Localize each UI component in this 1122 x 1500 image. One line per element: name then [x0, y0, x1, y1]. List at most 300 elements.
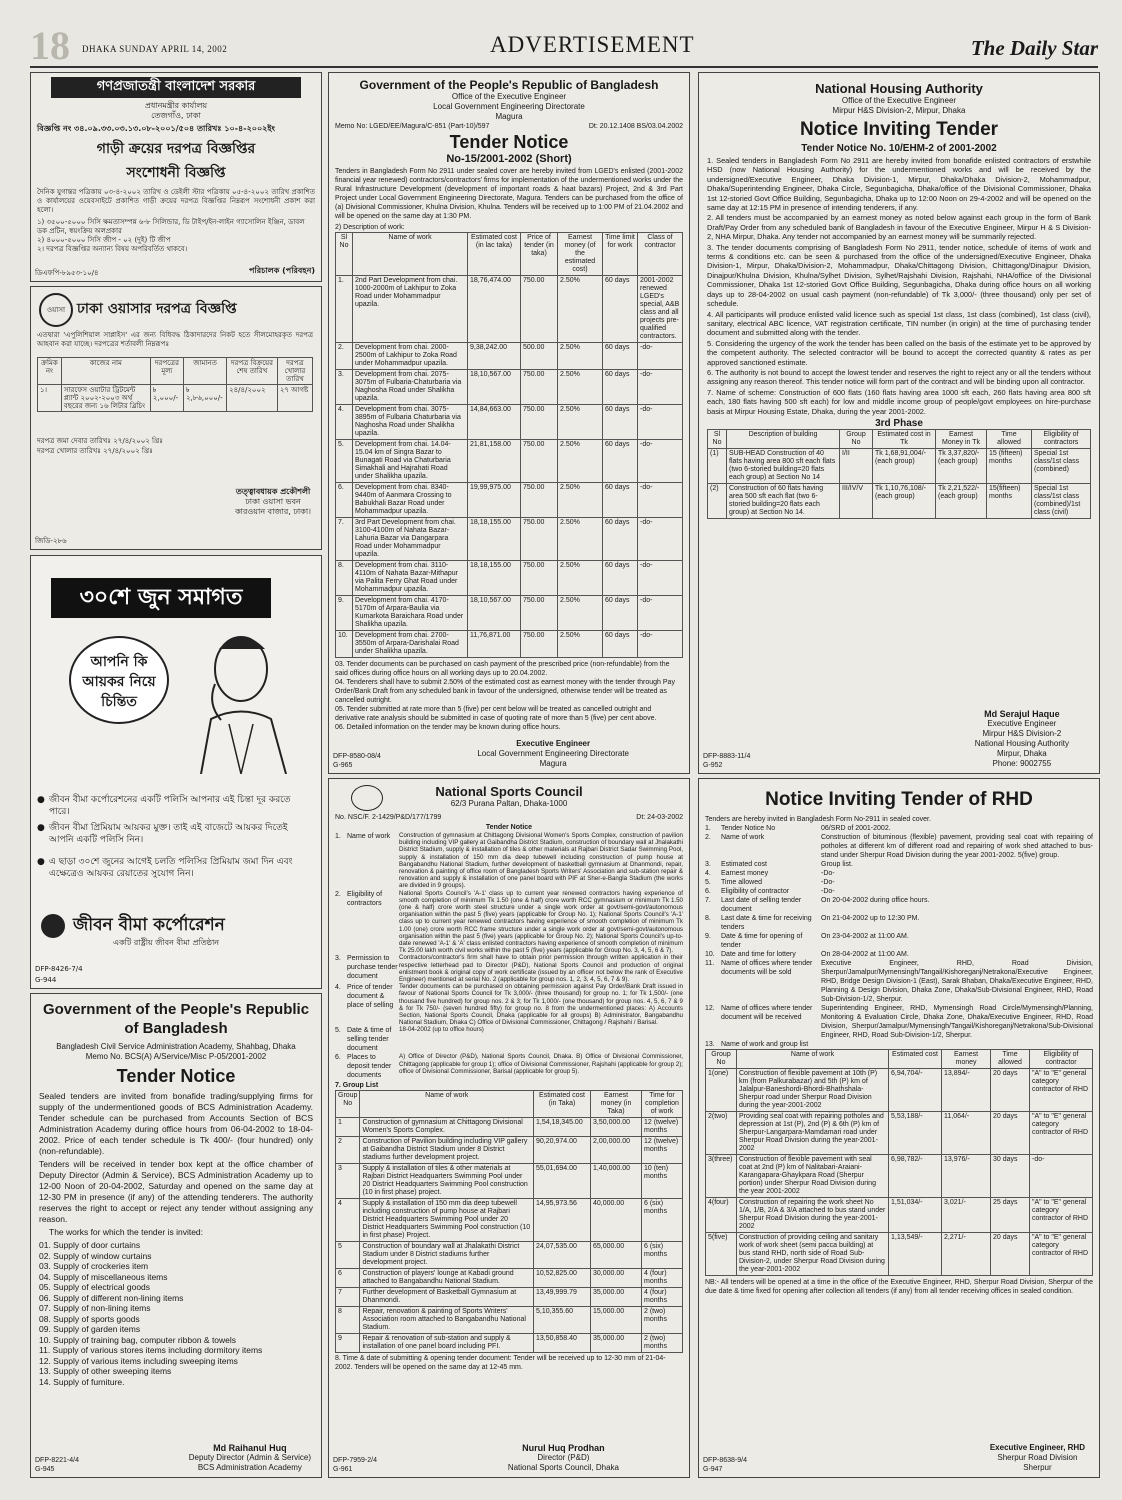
- signer-org: BCS Administration Academy: [197, 1463, 302, 1472]
- memo-line: বিজ্ঞপ্তি নং ৩৪.০৯.৩৩.০৩.১৩.০৮-২০০১/৫০৪ তারিখঃ ১০-৪-২০০২ইং: [37, 124, 275, 133]
- signer-title: Deputy Director (Admin & Service): [188, 1453, 311, 1462]
- list-item: 05. Supply of electrical goods: [39, 1282, 151, 1292]
- table-row: [706, 1198, 1093, 1233]
- table-cell: 5: [336, 1242, 360, 1269]
- nsc-items: [335, 832, 683, 1080]
- table-cell: 30 days: [991, 1155, 1030, 1198]
- field-row: [705, 896, 1093, 914]
- g-code: G-952: [703, 762, 723, 769]
- table-cell: 4(four): [706, 1198, 737, 1233]
- table-cell: Construction of boundary wall at Jhalakathi District Stadium under 8 District stadiums further development project.: [360, 1242, 534, 1269]
- table-header: Earnest money (in Taka): [591, 1091, 642, 1118]
- field-number: 9.: [705, 933, 711, 940]
- field-label: Name of offices where tender documents will be sold: [721, 960, 813, 976]
- table-cell: Development from chai. 3075-3895m of Fulbaria Chaturbaria via Naghosha Road under Shalikha upazila.: [353, 405, 468, 440]
- field-row: [705, 833, 1093, 860]
- ad-heading: Government of the People's Republic of Bangladesh: [359, 78, 659, 92]
- org-line: Office of the Executive Engineer: [841, 96, 957, 105]
- phase-label: 3rd Phase: [875, 417, 923, 429]
- table-cell: 12 (twelve) months: [642, 1137, 683, 1164]
- works-label: The works for which the tender is invited:: [49, 1227, 204, 1237]
- note-item: 04. Tenderers shall have to submit 2.50% of the estimated cost as earnest money with the tender through Pay Order/Bank Draft from any scheduled bank in favour of the undersigned, otherwise tender will be treated as cancelled outright.: [335, 679, 675, 704]
- list-item: [335, 954, 683, 983]
- table-row: [336, 1137, 683, 1164]
- table-header: Earnest money (of the estimated cost): [558, 233, 603, 276]
- table-cell: 2.50%: [558, 483, 603, 518]
- field-label: Tender Notice No: [721, 825, 776, 832]
- ad-jiban-bima: [30, 555, 322, 989]
- g-code: G-965: [333, 762, 353, 769]
- rhd-group-table: [705, 1049, 1093, 1276]
- table-cell: 2.50%: [558, 518, 603, 561]
- note-item: 05. Tender submitted at rate more than 5 (five) per cent below will be treated as cancelled outright and derivative rate analysis should be submitted in case of quoting rate of more than 5 (five) per cent above.: [335, 706, 657, 722]
- field-number: 10.: [705, 951, 715, 958]
- ad-national-housing-authority: [698, 72, 1100, 774]
- signer-org: Sherpur Road Division: [997, 1453, 1078, 1462]
- field-label: Last date of selling tender document: [721, 897, 802, 913]
- field-row: [705, 914, 1093, 932]
- tender-heading: Tender Notice: [116, 1066, 236, 1086]
- table-cell: 18,18,155.00: [468, 518, 521, 561]
- table-cell: ৳ ২,০০০/-: [150, 385, 183, 412]
- signer-title: Executive Engineer, RHD: [989, 1443, 1085, 1452]
- ad-body: Tenders in Bangladesh Form No 2911 under sealed cover are hereby invited from LGED's enlisted (2001-2002 financial year renewed) contractors/contractors' firms for implementation of the undermentioned works under the Rural Infrastructure Development (development of important roads & haat bazars) Project, 2nd & 3rd Part Project under Local Government Engineering Directorate, Magura. Tenders can be purchased from the office of (a) Divisional Commissioner, Khulna Division, Khulna. Tenders will be received up to 1:00 PM of 21.04.2002 and will be opened on the same day at 1:30 PM.: [335, 168, 683, 220]
- table-header: Name of work: [737, 1050, 889, 1069]
- table-cell: 1.: [336, 276, 353, 343]
- table-cell: 25 days: [991, 1198, 1030, 1233]
- table-cell: 13,894/-: [942, 1069, 991, 1112]
- ad-title-bar: গণপ্রজাতন্ত্রী বাংলাদেশ সরকার: [51, 77, 301, 98]
- table-cell: 1,40,000.00: [591, 1164, 642, 1199]
- signer: পরিচালক (পরিবহন): [249, 266, 315, 275]
- table-cell: Further development of Basketball Gymnasium at Dhanmondi.: [360, 1288, 534, 1307]
- speech-bubble: আপনি কি আয়কর নিয়ে চিন্তিত: [69, 636, 169, 724]
- signer-org: Mirpur H&S Division-2: [982, 729, 1062, 738]
- field-label: Date and time for lottery: [721, 951, 796, 958]
- table-cell: I/II: [840, 448, 873, 483]
- table-header: Estimated cost (in lac taka): [468, 233, 521, 276]
- g-code: G-961: [333, 1466, 353, 1473]
- table-cell: Construction of Pavilion building including VIP gallery at Gaibandha District Stadium under 8 District stadiums further development project.: [360, 1137, 534, 1164]
- field-number: 7.: [705, 897, 711, 904]
- note-item: 03. Tender documents can be purchased on cash payment of the prescribed price (non-refundable) from the said offices during office hours on all working days up to 20.04.2002.: [335, 661, 670, 677]
- table-cell: 2.50%: [558, 440, 603, 483]
- table-cell: 60 days: [603, 561, 638, 596]
- table-cell: 60 days: [603, 483, 638, 518]
- item-value: Tender documents can be purchased on obtaining permission against Pay Order/Bank Draft issued in favour of National Sports Council for Tk 3,000/- (three thousand) for group no. 1; for Tk 1,500/- (one thousand five hundred) for group nos. 2 & 3; for Tk 1,000/- (one thousand) for group nos. 4, 5, 6, 7 & 9 & for Tk 750/- (seven hundred fifty) for group no. 8 from the undermentioned places: A) Accounts Section, National Sports Council, Dhaka (applicable for all groups) B) Administrator, Bangabandhu National Stadium, Dhaka C) Office of Divisional Commissioner, Chittagong / Rajshahi / Barisal.: [399, 983, 683, 1027]
- table-cell: 13,976/-: [942, 1155, 991, 1198]
- ad-body: Sealed tenders are invited from bonafide trading/supplying firms for supply of the undermentioned goods of BCS Administration Academy. Tender schedule can be purchased from Accounts Section of BCS Administration Academy during office hours from 06-04-2002 to 18-04-2002. Price of each tender schedule is Tk 400/- (four hundred) only (non-refundable).: [39, 1091, 313, 1156]
- table-cell: SUB-HEAD Construction of 40 flats having area 800 sft each flats (two 6-storied building=20 flats each group) at Section No 14: [727, 448, 840, 483]
- table-row: [336, 343, 683, 370]
- table-cell: 2.50%: [558, 596, 603, 631]
- memo-line: Memo No. BCS(A) A/Service/Misc P-05/2001-2002: [85, 1052, 267, 1061]
- page-header: [30, 22, 1098, 68]
- memo-date: Dt: 20.12.1408 BS/03.04.2002: [588, 123, 683, 130]
- tender-heading: Tender Notice: [449, 132, 569, 152]
- table-cell: -do-: [638, 483, 683, 518]
- table-header: Description of building: [727, 429, 840, 448]
- field-row: [705, 869, 1093, 878]
- table-cell: 7.: [336, 518, 353, 561]
- list-item: 09. Supply of garden items: [39, 1324, 141, 1334]
- table-header: Sl No: [708, 429, 727, 448]
- table-header: Estimated cost (in Taka): [534, 1091, 591, 1118]
- table-row: [336, 276, 683, 343]
- table-cell: 2.: [336, 343, 353, 370]
- field-value: [821, 1040, 1093, 1049]
- field-value: On 28-04-2002 at 11:00 AM.: [821, 951, 909, 958]
- item-value: Contractors/contractor's firm shall have to obtain prior permission through written application in their respective letterhead pad to Director (P&D), National Sports Council and production of original enlistment book & original copy of work certificate (issued by an officer not below the rank of Executive Engineer) mentioned at serial No. 2 (applicable for group nos. 1, 2, 3, 4, 5, 6, 7 & 9).: [399, 954, 683, 984]
- table-header: জামানত: [184, 358, 227, 385]
- table-cell: 11,064/-: [942, 1112, 991, 1155]
- table-cell: 35,000.00: [591, 1334, 642, 1353]
- table-cell: 90,20,974.00: [534, 1137, 591, 1164]
- dfp-code: জিডি-২৮৬: [35, 537, 67, 545]
- table-cell: Construction of flexible pavement with seal coat at 2nd (P) km of Nalitabari-Araiani-Karangapara-Ghaykpara Road (Sherpur portion) under Sherpur Road Division during the year 2001-2002: [737, 1155, 889, 1198]
- field-row: [705, 959, 1093, 1004]
- field-label: Name of offices where tender document will be received: [721, 1005, 813, 1021]
- table-cell: 2.50%: [558, 561, 603, 596]
- field-value: 06/SRD of 2001-2002.: [821, 825, 891, 832]
- works-list: [39, 1240, 313, 1387]
- table-cell: Supply & installation of 150 mm dia deep tubewell including construction of pump house at Rajbari District Headquarters Swimming Pool under 20 District Headquarters Swimming Pool construction (10 in first phase) Project.: [360, 1199, 534, 1242]
- field-number: 1.: [705, 825, 711, 832]
- table-header: Earnest Money in Tk: [936, 429, 987, 448]
- paragraph: 2. All tenders must be accompanied by an earnest money as noted below against each group in the form of Bank Draft/Pay Order from any scheduled bank of Bangladesh in favour of the Executive Engineer, Mirpur H & S Division-2, NHA Mirpur, Dhaka. Any tender not accompanied by an earnest money will be summarily rejected.: [707, 213, 1091, 242]
- list-item: 07. Supply of non-lining items: [39, 1303, 151, 1313]
- table-header: দরপত্র বিক্রয়ের শেষ তারিখ: [227, 358, 278, 385]
- table-cell: 2.50%: [558, 276, 603, 343]
- table-cell: 5,10,355.60: [534, 1307, 591, 1334]
- org-line: Bangladesh Civil Service Administration Academy, Shahbag, Dhaka: [56, 1042, 296, 1051]
- field-value: Construction of bituminous (flexible) pavement, providing seal coat with repairing of potholes at different km of different road and repairing of work shed attached to bus-stand under Sherpur Road Division during the year 2001-2002. 5(five) group.: [821, 834, 1093, 859]
- table-cell: 2(two): [706, 1112, 737, 1155]
- ad-note: দরপত্র খোলার তারিখঃ ২৭/৪/২০০২ খ্রিঃ: [37, 447, 153, 455]
- table-cell: 11,76,871.00: [468, 631, 521, 658]
- table-cell: 3: [336, 1164, 360, 1199]
- field-row: [705, 932, 1093, 950]
- field-value: Executive Engineer, RHD, Road Division, Sherpur/Jamalpur/Mymensingh/Tangail/Kishoreganj/Netrakona/Executive Engineer, RHD, Bridge Design Division-1 (East), Sarak Bhaban, Dhaka/Executive Engineer, RHD, Planning & Design Division, Dhaka Zone, Dhaka/Sub-Divisional Engineer, RHD, Road Sub-Division-1/2, Sherpur.: [821, 960, 1093, 1003]
- table-cell: 750.00: [521, 440, 558, 483]
- table-cell: 15,000.00: [591, 1307, 642, 1334]
- dfp-code: DFP-8638-9/4: [703, 1457, 747, 1464]
- nb-note: NB:- All tenders will be opened at a time in the office of the Executive Engineer, RHD, Sherpur Road Division, Sherpur of the due date & time fixed for opening after collection all tenders (if any) from all tender receiving offices in sealed condition.: [705, 1279, 1093, 1295]
- rhd-fields: [705, 824, 1093, 1049]
- ad-heading: গাড়ী ক্রয়ের দরপত্র বিজ্ঞপ্তির: [96, 141, 256, 157]
- item-number: 3.: [335, 955, 341, 963]
- table-cell: 2 (two) months: [642, 1307, 683, 1334]
- field-label: Eligibility of contractor: [721, 888, 790, 895]
- table-cell: 3rd Part Development from chai. 3100-4100m of Nahata Bazar-Lahuria Bazar via Dangarpara Road under Mohammadpur upazila.: [353, 518, 468, 561]
- dfp-code: DFP-8426-7/4: [35, 965, 83, 973]
- ad-bcs-academy: [30, 993, 322, 1478]
- table-cell: 750.00: [521, 405, 558, 440]
- field-number: 6.: [705, 888, 711, 895]
- table-cell: 60 days: [603, 596, 638, 631]
- table-cell: Supply & installation of tiles & other materials at Rajbari District Headquarters Swimming Pool under 20 District Headquarters Swimming Pool construction (10 in first phase) project.: [360, 1164, 534, 1199]
- table-cell: -do-: [638, 518, 683, 561]
- table-cell: -do-: [638, 405, 683, 440]
- ad-subheading: সংশোধনী বিজ্ঞপ্তি: [126, 165, 226, 181]
- table-cell: 6,94,704/-: [889, 1069, 942, 1112]
- table-row: [336, 1269, 683, 1288]
- memo-date: Dt: 24-03-2002: [636, 814, 683, 821]
- table-cell: 13,49,999.79: [534, 1288, 591, 1307]
- table-cell: 60 days: [603, 405, 638, 440]
- masthead: The Daily Star: [970, 36, 1098, 60]
- field-value: -Do-: [821, 879, 835, 886]
- table-cell: 3(three): [706, 1155, 737, 1198]
- table-header: কাজের নাম: [61, 358, 150, 385]
- table-cell: 2: [336, 1137, 360, 1164]
- ad-note: দরপত্র জমা দেবার তারিখঃ ২৭/৪/২০০২ খ্রিঃ: [37, 437, 163, 445]
- table-row: [336, 1118, 683, 1137]
- nha-paragraphs: [707, 156, 1091, 416]
- table-row: [336, 631, 683, 658]
- table-cell: 3,021/-: [942, 1198, 991, 1233]
- table-cell: 10 (ten) months: [642, 1164, 683, 1199]
- table-header: Time allowed: [991, 1050, 1030, 1069]
- table-cell: 750.00: [521, 561, 558, 596]
- field-number: 2.: [705, 834, 711, 841]
- field-number: 11.: [705, 960, 715, 967]
- note-item: 06. Detailed information on the tender may be known during office hours.: [335, 724, 561, 731]
- table-cell: Construction of 60 flats having area 500 sft each flat (two 6-storied building=20 flats each group) at Section No 14.: [727, 483, 840, 518]
- table-cell: 2001-2002 renewed LGED's special, A&B class and all projects pre-qualified contractors.: [638, 276, 683, 343]
- table-header: Estimated cost in Tk: [873, 429, 936, 448]
- table-cell: Construction of flexible pavement at 10th (P) km (from Palkurabazar) and 5th (P) km of Jalalpur-Baneshordi-Bhordi-Bhathshala-Sherpur road under Sherpur Road Division during the year-2001-2002: [737, 1069, 889, 1112]
- table-header: Price of tender (in taka): [521, 233, 558, 276]
- table-cell: 1,54,18,345.00: [534, 1118, 591, 1137]
- table-header: Name of work: [360, 1091, 534, 1118]
- table-cell: 6: [336, 1269, 360, 1288]
- item-value: Construction of gymnasium at Chittagong Divisional Women's Sports Complex, construction of pavilion building including VIP gallery at Gaibandha District Stadium, construction of boundary wall at Jhalakathi District Stadium, supply & installation of tiles & other materials at Rajbari District Sadar Swimming Pool, supply & installation of 150 mm dia deep tubewell including construction of pump house at Bangabandhu National Stadium, further development of basketball gymnasium at Dhanmondi, repair, renovation & painting of office room of Bangladesh Sports Writers' Association and sub-station repair & renovation and supply & installation of one panel board with PIF at Sher-e-Bangla Stadium (the works are divided in 9 groups).: [399, 832, 683, 890]
- table-cell: 6 (six) months: [642, 1199, 683, 1242]
- notes-list: [335, 660, 683, 732]
- table-cell: 60 days: [603, 518, 638, 561]
- field-row: [705, 1004, 1093, 1040]
- table-row: [706, 1069, 1093, 1112]
- table-row: [708, 483, 1091, 518]
- table-cell: 1: [336, 1118, 360, 1137]
- list-item: [335, 890, 683, 955]
- field-label: Name of work: [721, 834, 765, 841]
- ad-body: এতদ্বারা 'এপুলিশিয়াল সাপ্লাইস' এর জন্য বিধিবদ্ধ ঠিকাদারদের নিকট হতে সীলমোহরকৃত দরপত্র আহবান করা যাচ্ছে। দরপত্রের শর্তাবলী নিম্নরূপঃ: [37, 331, 313, 348]
- table-cell: 1,13,549/-: [889, 1233, 942, 1276]
- table-cell: 4 (four) months: [642, 1269, 683, 1288]
- buildings-table: [707, 429, 1091, 519]
- table-cell: 4.: [336, 405, 353, 440]
- signer-place: Sherpur: [1023, 1463, 1052, 1472]
- field-label: Time allowed: [721, 879, 762, 886]
- table-cell: -do-: [638, 343, 683, 370]
- table-header: Name of work: [353, 233, 468, 276]
- table-cell: 2,00,000.00: [591, 1137, 642, 1164]
- table-row: [706, 1112, 1093, 1155]
- table-row: [336, 1199, 683, 1242]
- paragraph: 4. All participants will produce enlisted valid licence such as special 1st class, 1st class (combined), 1st class (civil), sanitary, electrical ABC licence, VAT registration certificate, TIN number (in origin) at the time of purchasing tender document and submitted along with the tender.: [707, 309, 1091, 338]
- ad-banner: ৩০শে জুন সমাগত: [51, 578, 271, 618]
- tender-heading: Tender Notice: [485, 824, 533, 831]
- dateline: DHAKA SUNDAY APRIL 14, 2002: [82, 44, 228, 54]
- field-number: 8.: [705, 915, 711, 922]
- table-cell: Development from chai. 14.04-15.04 km of Singra Bazar to Bunagati Road via Chaturbaria Simakhali and Hajrahati Road under Shalikha upazila.: [353, 440, 468, 483]
- item-8: 8. Time & date of submitting & opening tender document: Tender will be received up to 12-30 mm of 21-04-2002. Tenders will be opened on the same day at 12-45 mm.: [335, 1355, 666, 1372]
- field-label: Date & time for opening of tender: [721, 933, 803, 949]
- section-title: ADVERTISEMENT: [490, 32, 695, 57]
- ad-heading: National Sports Council: [435, 784, 583, 799]
- group-label: 7. Group List: [335, 1082, 379, 1090]
- table-row: [336, 518, 683, 561]
- table-cell: Construction of players' lounge at Kabadi ground attached to Bangabandhu National Stadium.: [360, 1269, 534, 1288]
- tender-heading: Notice Inviting Tender of RHD: [765, 789, 1033, 810]
- paragraph: 6. The authority is not bound to accept the lowest tender and reserves the right to reject any or all the tenders without assigning any reason thereof. This tender notice will form part of the contract and will be binding upon all contractor.: [707, 367, 1091, 387]
- table-cell: (2): [708, 483, 727, 518]
- item-number: 1.: [335, 833, 341, 840]
- ad-line: তেজগাঁও, ঢাকা: [151, 111, 201, 120]
- wasa-logo: ওয়াসা: [39, 293, 73, 327]
- ad-heading: ঢাকা ওয়াসার দরপত্র বিজ্ঞপ্তি: [77, 301, 237, 317]
- table-row: [706, 1155, 1093, 1198]
- table-cell: 30,000.00: [591, 1269, 642, 1288]
- table-cell: 1,51,034/-: [889, 1198, 942, 1233]
- table-cell: 20 days: [991, 1112, 1030, 1155]
- org-line: Office of the Executive Engineer: [451, 92, 567, 101]
- jbc-logo-icon: [41, 914, 65, 938]
- field-number: 5.: [705, 879, 711, 886]
- table-header: Sl No: [336, 233, 353, 276]
- table-row: [336, 1288, 683, 1307]
- table-cell: 20 days: [991, 1233, 1030, 1276]
- table-header: Group No: [336, 1091, 360, 1118]
- field-value: On 23-04-2002 at 11:00 AM.: [821, 933, 909, 940]
- paragraph: 5. Considering the urgency of the work the tender has been called on the basis of the estimate yet to be approved by the competent authority. The selected contractor will be bound to accept the corrected quantity & rates as per approved sanctioned estimate.: [707, 338, 1091, 367]
- table-cell: 19,99,975.00: [468, 483, 521, 518]
- table-cell: (1): [708, 448, 727, 483]
- table-cell: 60 days: [603, 276, 638, 343]
- ad-rhd-sherpur: [698, 778, 1100, 1478]
- table-cell: 15(fifteen) months: [987, 483, 1032, 518]
- table-cell: 13,50,858.40: [534, 1334, 591, 1353]
- item-label: Eligibility of contractors: [347, 890, 383, 907]
- table-cell: Tk 1,68,91,004/- (each group): [873, 448, 936, 483]
- signer-title: Director (P&D): [537, 1453, 590, 1462]
- table-cell: 5(five): [706, 1233, 737, 1276]
- table-cell: Development from chai. 2075-3075m of Fulbaria-Chaturbaria via Naghosha Road under Shalikha upazila.: [353, 370, 468, 405]
- table-row: [336, 561, 683, 596]
- table-cell: Development from chai. 3110-4110m of Nahata Bazar-Mithapur via Palita Ferry Ghat Road under Mohammadpur upazila.: [353, 561, 468, 596]
- list-item: [335, 1026, 683, 1053]
- table-cell: "A" to "E" general category contractor of RHD: [1030, 1233, 1093, 1276]
- table-cell: Special 1st class/1st class (combined)/1st class (civil): [1032, 483, 1091, 518]
- table-cell: Construction of providing ceiling and sanitary work of work sheet (semi pacca building) at bus stand RHD, north side of Road Sub-Division-2, under Sherpur Road Division during the year-2001-2002: [737, 1233, 889, 1276]
- table-header: Class of contractor: [638, 233, 683, 276]
- table-cell: 10.: [336, 631, 353, 658]
- signer-line: কারওয়ান বাজার, ঢাকা।: [235, 507, 311, 516]
- phone: Phone: 9002755: [992, 759, 1052, 768]
- tender-number: Tender Notice No. 10/EHM-2 of 2001-2002: [801, 143, 997, 154]
- table-cell: Repair & renovation of sub-station and supply & installation of one panel board including PFI.: [360, 1334, 534, 1353]
- ad-item: ১) ৩৫০০-৫০০০ সিসি ক্ষমতাসম্পন্ন ৬-৮ সিলিন্ডার, ডি টাইপ/ইন-লাইন গ্যাসোলিন ইঞ্জিন, ডাবল ডক প্রটিন, স্বয়ংক্রিয় অলপ্রকার: [37, 218, 305, 235]
- table-cell: 750.00: [521, 370, 558, 405]
- table-cell: 40,000.00: [591, 1199, 642, 1242]
- brand-tagline: একটি রাষ্ট্রীয় জীবন বীমা প্রতিষ্ঠান: [113, 938, 220, 947]
- paragraph: 3. The tender documents comprising of Bangladesh Form No 2911, tender notice, schedule of items of work and terms & conditions etc. can be seen & purchased from the office of the undersigned/Executive Engineer, Dhaka Division-1, Mirpur, Dhaka/Division-2, Mohammadpur, Dhaka/Chittagong Division, Chittagong/Dinajpur Division, Dinajpur/Khulna Division, Khulna/Sylhet Division, Sylhet/Rajshahi Division, Rajshahi, NHA/office of the Divisional Commissioner, Dhaka 1st 12-storied Govt Office Building, Segunbagicha, Dhaka during office hours on all working days up to 28-04-2002 on usual cash payment (non-refundable) of Tk 3,000/- (three thousand) only per set of schedule.: [707, 242, 1091, 309]
- table-cell: 18,10,567.00: [468, 370, 521, 405]
- signer-place: Magura: [539, 759, 567, 768]
- table-cell: Tk 2,21,522/- (each group): [936, 483, 987, 518]
- table-cell: ২৭ আগষ্ট: [277, 385, 312, 412]
- table-header: Group No: [840, 429, 873, 448]
- signer-name: Nurul Huq Prodhan: [522, 1443, 605, 1453]
- table-header: ক্রমিক নং: [38, 358, 62, 385]
- table-cell: 18,18,155.00: [468, 561, 521, 596]
- table-cell: III/IV/V: [840, 483, 873, 518]
- ad-line: প্রধানমন্ত্রীর কার্যালয়: [144, 101, 208, 110]
- tender-number: No-15/2001-2002 (Short): [446, 153, 572, 165]
- table-cell: 14,84,663.00: [468, 405, 521, 440]
- table-cell: -do-: [638, 631, 683, 658]
- table-cell: 65,000.00: [591, 1242, 642, 1269]
- item-value: A) Office of Director (P&D), National Sports Council, Dhaka. B) Office of Divisional Commissioner, Chittagong (applicable for group 1); office of Divisional Commissioner, Rajshahi (applicable for group 2); office of Divisional Commissioner, Barisal (applicable for group 5).: [399, 1053, 683, 1075]
- item-number: 5.: [335, 1027, 341, 1035]
- field-value: On 20-04-2002 during office hours.: [821, 897, 930, 904]
- item-number: 2.: [335, 890, 341, 898]
- field-label: Earnest money: [721, 870, 769, 877]
- item-value: National Sports Council's 'A-1' class up to current year renewed contractors having experience of smooth completion of minimum Tk 1.50 (one & half) crore worth RCC gymnasium or minimum Tk 1.50 (one & half) crore worth steel structure under a single work order at govt/semi-govt/autonomous organisation within the past 5 (five) years (applicable for Group No. 1); National Sports Council's 'A-1' class up to current year renewed contractors having experience of smooth completion of minimum Tk 1.00 (one) crore worth RCC frame structure under a single work order at govt/semi-govt/autonomous organisation within the past 5 (five) years (applicable for Group No. 2); National Sports Council's up-to-date renewed 'A-1' & 'A' class enlisted contractors having experience of smooth completion of minimum Tk 25.00 lakh worth civil works within the past 5 (five) years (applicable for Group No. 3, 4, 5, 6 & 7).: [399, 889, 683, 955]
- table-cell: 750.00: [521, 596, 558, 631]
- table-cell: 750.00: [521, 276, 558, 343]
- field-number: 13.: [705, 1041, 715, 1048]
- table-cell: 7: [336, 1288, 360, 1307]
- ad-national-sports-council: [328, 778, 690, 1478]
- bullet-item: ● এ ছাড়া ৩০শে জুনের আগেই চলতি পলিসির প্রিমিয়াম জমা দিন এবং এক্ষেত্রেও আয়কর রেয়াতের সুযোগ নিন।: [37, 857, 293, 879]
- org-address: 62/3 Purana Paltan, Dhaka-1000: [450, 799, 568, 808]
- table-cell: সারফেস ওয়াটার ট্রিটমেন্ট প্ল্যান্ট ২০০২-২০০৩ অর্থ বছরের জন্য ১৬ লিটার ব্লিচিং: [61, 385, 150, 412]
- ad-body: Tenders will be received in tender box kept at the office chamber of Deputy Director (Admin & Service), BCS Administration Academy up to 12-00 Noon of 20-04-2002, Saturday and opened on the same day at 12-30 PM in presence (if any) of the attending tenderers. The authority reserves the right to accept or reject any tender without assigning any reason.: [39, 1159, 313, 1224]
- list-item: 03. Supply of crockeries item: [39, 1261, 149, 1271]
- table-cell: ১।: [38, 385, 62, 412]
- item-value: 18-04-2002 (up to office hours): [399, 1026, 484, 1034]
- field-label: Estimated cost: [721, 861, 767, 868]
- field-row: [705, 860, 1093, 869]
- ad-intro: Tenders are hereby invited in Bangladesh Form No-2911 in sealed cover.: [705, 816, 931, 823]
- table-cell: Tk 1,10,76,108/- (each group): [873, 483, 936, 518]
- list-item: 11. Supply of various stores items including dormitory items: [39, 1345, 263, 1355]
- field-row: [705, 950, 1093, 959]
- table-cell: Construction of gymnasium at Chittagong Divisional Women's Sports Complex.: [360, 1118, 534, 1137]
- list-item: 02. Supply of window curtains: [39, 1250, 152, 1261]
- table-cell: Construction of repairing the work sheet No 1/A, 1/B, 2/A & 3/A attached to bus stand under Sherpur Road Division during the year-2001-2002: [737, 1198, 889, 1233]
- field-value: Superintending Engineer, RHD, Mymensingh Road Circle/Mymensingh/Planning, Monitoring & Evaluation Circle, Dhaka Zone, Dhaka/Executive Engineer, RHD, Road Division, Sherpur/Jamalpur/Mymensingh/Tangail/Kishoreganj/Netrakona/Sub-Divisional Engineer, RHD, Road Sub-Division-1/2, Sherpur.: [821, 1005, 1093, 1039]
- paragraph: 1. Sealed tenders in Bangladesh Form No 2911 are hereby invited from bonafide enlisted contractors of erstwhile HSD (now National Housing Authority) for the undermentioned works and will be received by the undersigned/Executive Engineer, Dhaka Division-1, Mirpur, Dhaka/Dhaka Division-2, Mohammadpur, Dhaka/Superintending Engineer, Dhaka Circle, Segunbagicha, Dhaka/office of the Divisional Commissioner, Dhaka 1st 12-storied Govt Office Building, Segunbagicha, Dhaka up to 12:00 Noon on 29-4-2002 and will be opened on the same day at 12:15 PM in presence of intending tenderers, if any.: [707, 156, 1091, 213]
- signer-title: তত্ত্বাবধায়ক প্রকৌশলী: [235, 487, 311, 496]
- memo-line: Memo No: LGED/EE/Magura/C-851 (Part-10)/597: [335, 123, 490, 130]
- bullet-item: ● জীবন বীমা কর্পোরেশনের একটি পলিসি আপনার এই চিন্তা দূর করতে পারে।: [37, 795, 291, 817]
- table-cell: 35,000.00: [591, 1288, 642, 1307]
- list-item: 01. Supply of door curtains: [39, 1240, 141, 1250]
- table-cell: 55,01,694.00: [534, 1164, 591, 1199]
- table-cell: Repair, renovation & painting of Sports Writers' Association room attached to Bangabandhu National Stadium.: [360, 1307, 534, 1334]
- dfp-code: DFP-8580-08/4: [333, 753, 381, 760]
- table-cell: 3,50,000.00: [591, 1118, 642, 1137]
- group-table: [335, 1090, 683, 1353]
- table-cell: Development from chai. 8340-9440m of Aanmara Crossing to Babukhali Bazar Road under Mohammadpur upazila.: [353, 483, 468, 518]
- table-cell: 60 days: [603, 631, 638, 658]
- table-cell: 18,10,567.00: [468, 596, 521, 631]
- table-cell: 20 days: [991, 1069, 1030, 1112]
